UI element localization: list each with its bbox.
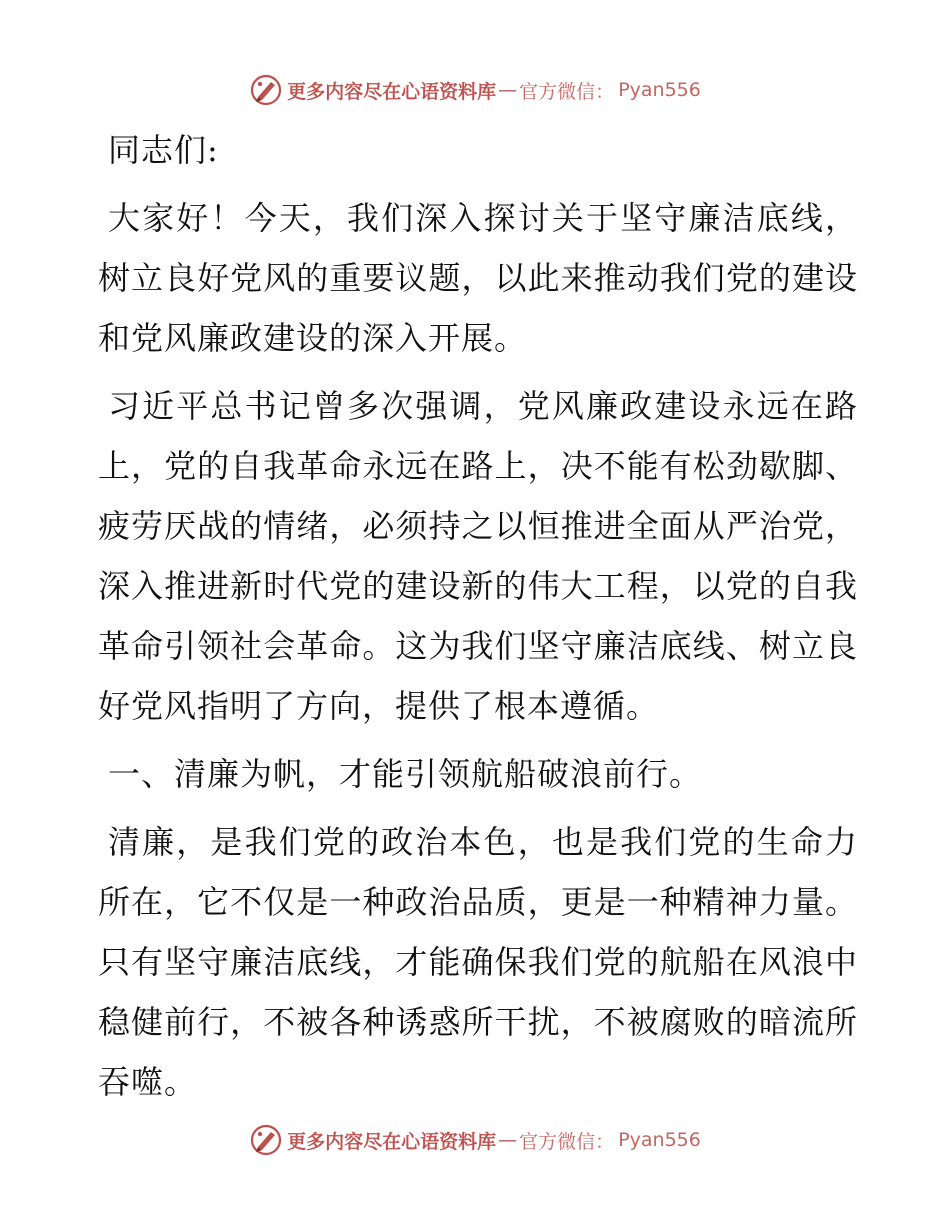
pen-logo-icon [249, 73, 283, 107]
watermark-wechat-label: 官方微信： [519, 1130, 615, 1153]
watermark-brand: 更多内容尽在心语资料库 [287, 1130, 497, 1153]
watermark-wechat-label: 官方微信： [519, 80, 615, 103]
watermark-dash: — [498, 79, 518, 101]
watermark-wechat-id: Pyan556 [618, 1129, 701, 1151]
document-body [98, 120, 858, 1112]
paragraph-intro: 大家好！今天，我们深入探讨关于坚守廉洁底线，树立良好党风的重要议题，以此来推动我们党的建设和党风廉政建设的深入开展。 [98, 199, 858, 357]
watermark-wechat-id: Pyan556 [618, 79, 701, 101]
watermark-dash: — [498, 1129, 518, 1151]
section-heading: 一、清廉为帆，才能引领航船破浪前行。 [108, 755, 703, 793]
paragraph-quote: 习近平总书记曾多次强调，党风廉政建设永远在路上，党的自我革命永远在路上，决不能有松劲歇脚、疲劳厌战的情绪，必须持之以恒推进全面从严治党，深入推进新时代党的建设新的伟大工程，以党的自我革命引领社会革命。这为我们坚守廉洁底线、树立良好党风指明了方向，提供了根本遵循。 [98, 387, 858, 725]
footer-watermark [0, 1120, 950, 1160]
greeting: 同志们: [108, 131, 219, 169]
header-watermark [0, 70, 950, 110]
watermark-brand: 更多内容尽在心语资料库 [287, 80, 497, 103]
paragraph-integrity: 清廉，是我们党的政治本色，也是我们党的生命力所在，它不仅是一种政治品质，更是一种精神力量。只有坚守廉洁底线，才能确保我们党的航船在风浪中稳健前行，不被各种诱惑所干扰，不被腐败的暗流所吞噬。 [98, 823, 858, 1101]
pen-logo-icon [249, 1123, 283, 1157]
